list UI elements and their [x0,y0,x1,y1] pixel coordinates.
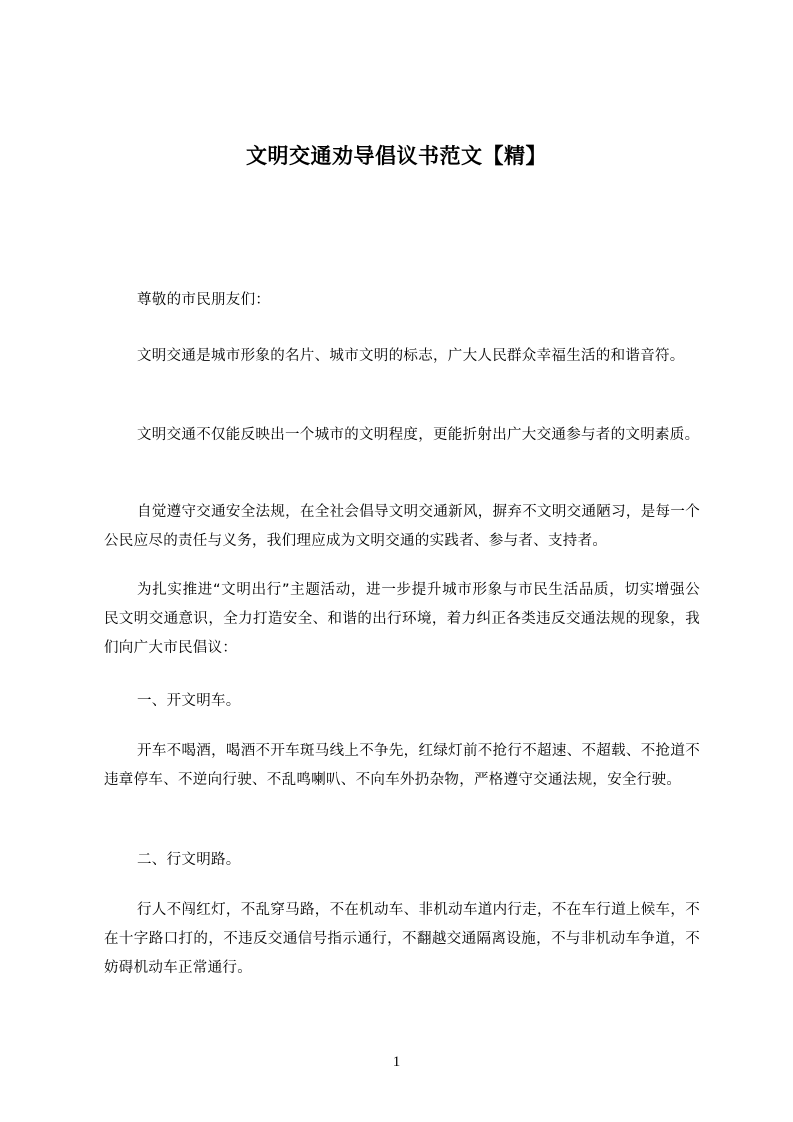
paragraph-3: 自觉遵守交通安全法规，在全社会倡导文明交通新风，摒弃不文明交通陋习，是每一个公民应尽的责任与义务，我们理应成为文明交通的实践者、参与者、支持者。 [104,504,700,549]
page-number: 1 [392,1054,401,1070]
section-2-text: 行人不闯红灯，不乱穿马路，不在机动车、非机动车道内行走，不在车行道上候车，不在十字路口打的，不违反交通信号指示通行，不翻越交通隔离设施，不与非机动车争道，不妨碍机动车正常通行。 [104,902,700,976]
section-1-text: 开车不喝酒，喝酒不开车斑马线上不争先，红绿灯前不抢行不超速、不超载、不抢道不违章停车、不逆向行驶、不乱鸣喇叭、不向车外扔杂物，严格遵守交通法规，安全行驶。 [104,743,700,788]
section-2-heading: 二、行文明路。 [137,852,241,868]
salutation: 尊敬的市民朋友们： [137,292,271,308]
document-title: 文明交通劝导倡议书范文【精】 [246,144,547,168]
paragraph-1: 文明交通是城市形象的名片、城市文明的标志，广大人民群众幸福生活的和谐音符。 [137,348,685,364]
paragraph-4: 为扎实推进“文明出行”主题活动，进一步提升城市形象与市民生活品质，切实增强公民文明交通意识，全力打造安全、和谐的出行环境，着力纠正各类违反交通法规的现象，我们向广大市民倡议： [104,582,700,656]
paragraph-2: 文明交通不仅能反映出一个城市的文明程度，更能折射出广大交通参与者的文明素质。 [137,427,700,443]
section-1-heading: 一、开文明车。 [137,693,241,709]
